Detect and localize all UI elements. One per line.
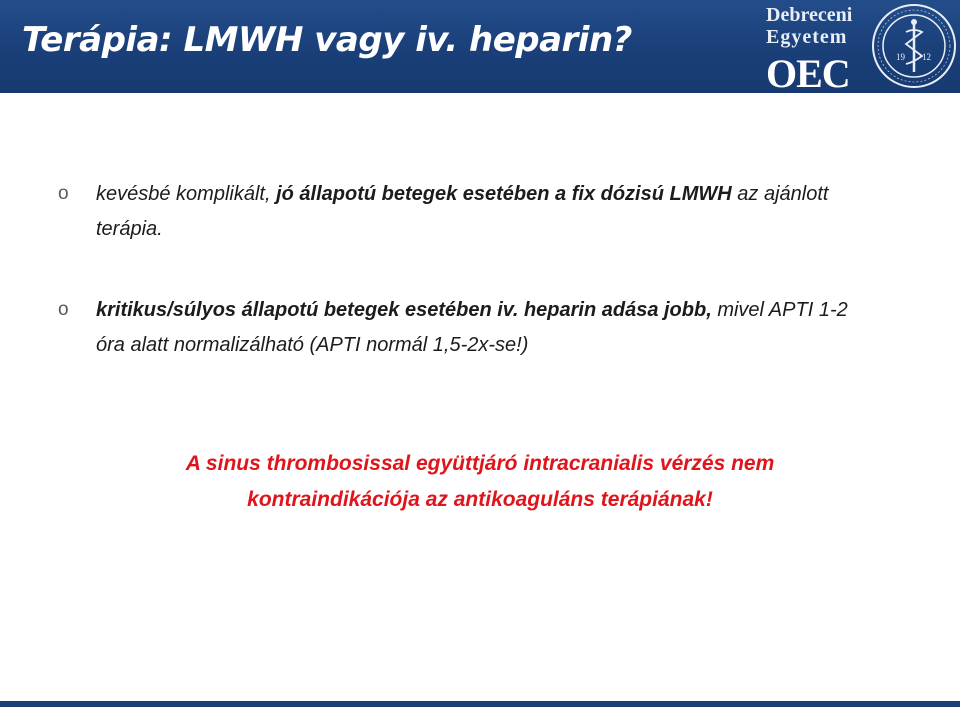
bullet-1-bold-text: jó állapotú betegek esetében a fix dózisú LMWH <box>276 183 732 205</box>
logo-abbreviation: OEC <box>766 51 850 96</box>
bullet-2-bold-text: kritikus/súlyos állapotú betegek esetében iv. heparin adása jobb, <box>96 299 712 321</box>
warning-line-2: kontraindikációja az antikoaguláns terápiának! <box>247 488 713 511</box>
bullet-marker: o <box>58 299 69 320</box>
bullet-paragraph-2 <box>96 293 876 363</box>
contraindication-warning <box>60 446 900 518</box>
bullet-1-text: kevésbé komplikált, <box>96 183 277 205</box>
warning-line-1: A sinus thrombosissal együttjáró intracranialis vérzés nem <box>185 452 775 475</box>
bullet-marker: o <box>58 183 69 204</box>
bullet-paragraph-1 <box>96 177 876 247</box>
slide-title: Terápia: LMWH vagy iv. heparin? <box>22 20 632 60</box>
seal-year-left: 19 <box>896 52 905 62</box>
bullet-2-text: mivel APTI 1-2 óra alatt normalizálható (APTI normál 1,5-2x-se!) <box>96 299 848 356</box>
footer-divider <box>0 701 960 707</box>
logo-text-line2: Egyetem <box>766 26 848 48</box>
logo-text-line1: Debreceni <box>766 4 853 26</box>
bullet-1-tail-text: az ajánlott terápia. <box>96 183 829 240</box>
seal-year-right: 12 <box>922 52 931 62</box>
